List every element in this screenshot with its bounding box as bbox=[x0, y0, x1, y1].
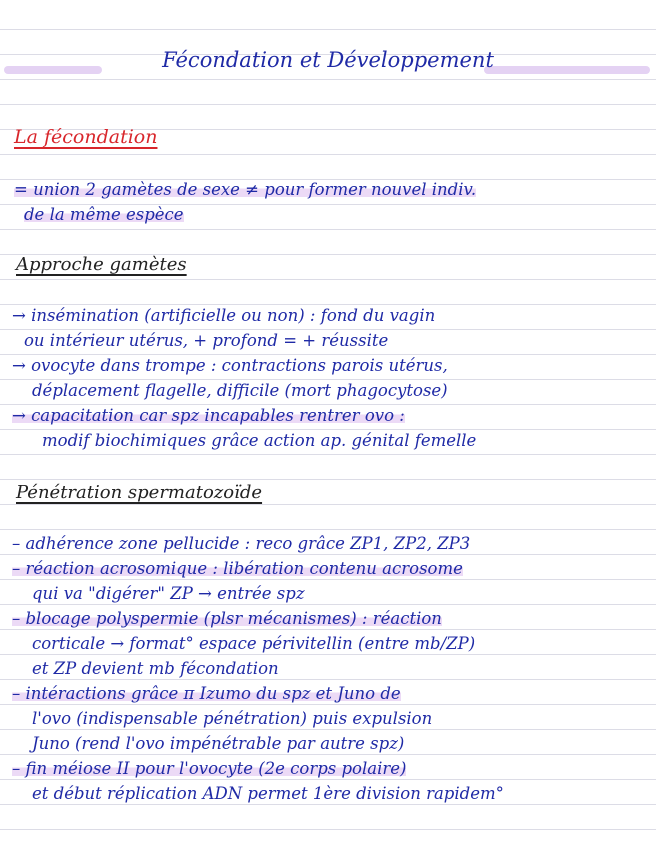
text-line: → insémination (artificielle ou non) : fond du vagin bbox=[12, 306, 436, 325]
text-line: l'ovo (indispensable pénétration) puis expulsion bbox=[32, 709, 433, 728]
text-line: – adhérence zone pellucide : reco grâce ZP1, ZP2, ZP3 bbox=[12, 534, 471, 553]
text-line: corticale → format° espace périvitellin (entre mb/ZP) bbox=[32, 634, 476, 653]
text-line: Juno (rend l'ovo impénétrable par autre spz) bbox=[32, 734, 405, 753]
text-line: qui va "digérer" ZP → entrée spz bbox=[32, 584, 305, 603]
text-line: de la même espèce bbox=[24, 205, 184, 224]
section-heading-penetration: Pénétration spermatozoïde bbox=[16, 482, 263, 503]
section-heading-fecondation: La fécondation bbox=[14, 126, 158, 148]
text-line: – blocage polyspermie (plsr mécanismes) : réaction bbox=[12, 609, 442, 628]
text-line: – intéractions grâce π Izumo du spz et Juno de bbox=[12, 684, 401, 703]
text-line: → capacitation car spz incapables rentrer ovo : bbox=[12, 406, 405, 425]
section-heading-approche: Approche gamètes bbox=[16, 254, 187, 275]
text-line: → ovocyte dans trompe : contractions parois utérus, bbox=[12, 356, 448, 375]
text-line: modif biochimiques grâce action ap. génital femelle bbox=[42, 431, 477, 450]
page-title: Fécondation et Développement bbox=[162, 48, 494, 72]
text-line: – fin méiose II pour l'ovocyte (2e corps polaire) bbox=[12, 759, 407, 778]
text-line: = union 2 gamètes de sexe ≠ pour former nouvel indiv. bbox=[14, 180, 477, 199]
text-line: et ZP devient mb fécondation bbox=[32, 659, 279, 678]
text-line: ou intérieur utérus, + profond = + réussite bbox=[24, 331, 389, 350]
text-line: déplacement flagelle, difficile (mort phagocytose) bbox=[32, 381, 448, 400]
text-line: et début réplication ADN permet 1ère division rapidem° bbox=[32, 784, 504, 803]
text-line: – réaction acrosomique : libération contenu acrosome bbox=[12, 559, 463, 578]
